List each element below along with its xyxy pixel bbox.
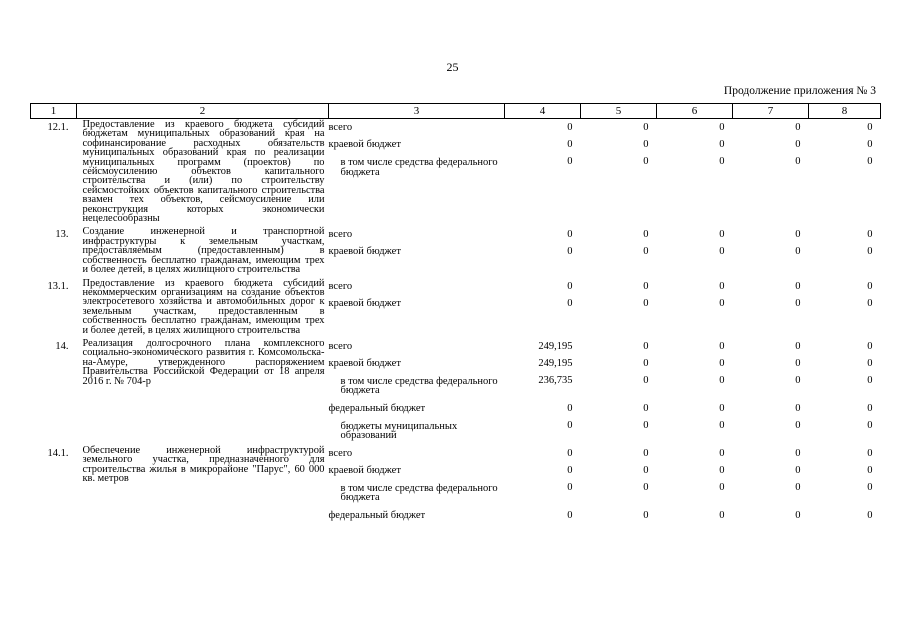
value: 0 xyxy=(643,340,649,352)
row-description: Предоставление из краевого бюджета субсидий некоммерческим организациям на создание объектов электросетевого хозяйства и автомобильных дорог к земельным участкам, предоставленным в собственность бесплатно гражданам, имеющим трех и более детей, в целях жилищного строительства xyxy=(82,277,325,336)
row-number: 12.1. xyxy=(47,122,69,133)
value: 0 xyxy=(643,509,649,521)
value: 0 xyxy=(643,447,649,459)
value-cell xyxy=(809,278,881,338)
value: 0 xyxy=(867,447,873,459)
value: 0 xyxy=(567,139,573,150)
row-description: Создание инженерной и транспортной инфраструктуры к земельным участкам, предоставляемым (предоставленным) в собственность бесплатно гражданам, имеющим трех и более детей, в целях жилищного строительства xyxy=(82,226,325,276)
funding-source-label: в том числе средства федерального бюджета xyxy=(340,157,498,178)
value: 0 xyxy=(867,402,873,414)
column-header: 3 xyxy=(329,104,505,119)
value: 0 xyxy=(719,402,725,414)
funding-source-cell xyxy=(329,226,505,277)
value: 0 xyxy=(567,280,573,292)
value: 0 xyxy=(719,246,725,258)
value: 0 xyxy=(567,297,573,309)
value: 249,195 xyxy=(538,357,573,369)
row-number: 13. xyxy=(55,229,69,241)
value: 0 xyxy=(719,374,725,386)
value-cell xyxy=(657,445,733,524)
row-description: Предоставление из краевого бюджета субсидий бюджетам муниципальных образований края на софинансирование расходных обязательств муниципальных образований края по реализации муниципальных программ (проектов) по сейсмоусилению объектов капитального строительства и (или) по строительству сейсмостойких объектов капитального строительства взамен тех объектов, сейсмоусиление или реконструкция которых экономически нецелесообразны xyxy=(82,119,325,225)
column-header: 2 xyxy=(77,104,329,119)
value: 0 xyxy=(567,122,573,133)
value: 0 xyxy=(643,246,649,258)
value: 0 xyxy=(795,447,801,459)
value: 236,735 xyxy=(538,374,573,386)
table-row xyxy=(31,445,881,524)
value: 0 xyxy=(867,280,873,292)
value-cell xyxy=(581,119,657,227)
value: 0 xyxy=(643,419,649,431)
value-cell xyxy=(505,278,581,338)
value-cell xyxy=(505,338,581,445)
value-cell xyxy=(657,278,733,338)
value: 0 xyxy=(795,122,801,133)
value: 0 xyxy=(719,481,725,493)
funding-source-cell xyxy=(329,445,505,524)
value: 0 xyxy=(567,464,573,476)
value: 0 xyxy=(867,464,873,476)
value: 0 xyxy=(867,340,873,352)
value-cell xyxy=(733,338,809,445)
table-row xyxy=(31,226,881,277)
value: 0 xyxy=(567,246,573,258)
value: 0 xyxy=(719,340,725,352)
value: 0 xyxy=(719,464,725,476)
value-cell xyxy=(733,226,809,277)
funding-source-label: краевой бюджет xyxy=(328,246,401,258)
value: 0 xyxy=(643,481,649,493)
value-cell xyxy=(809,445,881,524)
value: 0 xyxy=(643,374,649,386)
value: 0 xyxy=(567,402,573,414)
column-header: 7 xyxy=(733,104,809,119)
value: 0 xyxy=(795,297,801,309)
column-header: 5 xyxy=(581,104,657,119)
value: 0 xyxy=(643,280,649,292)
value: 0 xyxy=(719,509,725,521)
value: 0 xyxy=(867,229,873,241)
column-header: 1 xyxy=(31,104,77,119)
value-cell xyxy=(581,338,657,445)
funding-source-label: бюджеты муниципальных образований xyxy=(340,420,458,442)
row-number: 14.1. xyxy=(47,447,69,459)
continuation-label: Продолжение приложения № 3 xyxy=(723,85,876,97)
value: 0 xyxy=(719,139,725,150)
value: 0 xyxy=(567,509,573,521)
funding-source-cell xyxy=(329,338,505,445)
value: 0 xyxy=(795,374,801,386)
value-cell xyxy=(809,119,881,227)
value: 0 xyxy=(643,229,649,241)
value-cell xyxy=(657,338,733,445)
value: 0 xyxy=(795,357,801,369)
row-description: Обеспечение инженерной инфраструктурой земельного участка, предназначенного для строительства жилья в микрорайоне "Парус", 60 000 кв. метров xyxy=(82,444,325,485)
value: 0 xyxy=(719,280,725,292)
page-number: 25 xyxy=(446,60,459,74)
column-header: 4 xyxy=(505,104,581,119)
value: 0 xyxy=(719,357,725,369)
value: 0 xyxy=(867,246,873,258)
value-cell xyxy=(733,445,809,524)
value: 0 xyxy=(643,402,649,414)
funding-source-label: краевой бюджет xyxy=(328,464,401,476)
value-cell xyxy=(581,226,657,277)
value: 0 xyxy=(867,122,873,133)
table-row xyxy=(31,338,881,445)
value: 0 xyxy=(643,122,649,133)
value: 0 xyxy=(795,139,801,150)
value: 0 xyxy=(795,481,801,493)
value: 0 xyxy=(719,419,725,431)
value: 0 xyxy=(867,297,873,309)
value: 0 xyxy=(795,229,801,241)
value-cell xyxy=(581,445,657,524)
value-cell xyxy=(809,338,881,445)
value: 0 xyxy=(719,447,725,459)
value-cell xyxy=(733,278,809,338)
value: 0 xyxy=(567,481,573,493)
value: 0 xyxy=(795,464,801,476)
row-number: 14. xyxy=(55,340,69,352)
value: 249,195 xyxy=(538,340,573,352)
value-cell xyxy=(809,226,881,277)
value: 0 xyxy=(567,229,573,241)
value-cell xyxy=(505,119,581,227)
funding-source-label: всего xyxy=(328,280,353,292)
value: 0 xyxy=(719,229,725,241)
funding-source-label: краевой бюджет xyxy=(328,139,401,150)
value: 0 xyxy=(795,156,801,167)
row-number: 13.1. xyxy=(47,280,69,292)
column-header: 6 xyxy=(657,104,733,119)
row-description: Реализация долгосрочного плана комплексного социально-экономического развития г. Комсомольска-на-Амуре, утвержденного распоряжением Правительства Российской Федерации от 18 апреля 2016 г. № 704-р xyxy=(82,337,325,387)
value-cell xyxy=(505,226,581,277)
funding-source-label: в том числе средства федерального бюджета xyxy=(340,482,498,504)
funding-source-label: федеральный бюджет xyxy=(328,402,426,414)
value-cell xyxy=(657,226,733,277)
value: 0 xyxy=(867,139,873,150)
value-cell xyxy=(581,278,657,338)
value: 0 xyxy=(867,357,873,369)
value: 0 xyxy=(719,122,725,133)
value: 0 xyxy=(867,374,873,386)
value: 0 xyxy=(567,419,573,431)
value: 0 xyxy=(719,297,725,309)
value: 0 xyxy=(795,246,801,258)
value: 0 xyxy=(795,402,801,414)
value: 0 xyxy=(867,419,873,431)
value: 0 xyxy=(795,340,801,352)
value: 0 xyxy=(643,297,649,309)
value: 0 xyxy=(643,156,649,167)
value-cell xyxy=(733,119,809,227)
value: 0 xyxy=(795,280,801,292)
table-row xyxy=(31,119,881,227)
funding-source-cell xyxy=(329,278,505,338)
funding-source-label: всего xyxy=(328,340,353,352)
value: 0 xyxy=(643,139,649,150)
value: 0 xyxy=(867,509,873,521)
value: 0 xyxy=(567,447,573,459)
funding-source-label: федеральный бюджет xyxy=(328,509,426,521)
funding-source-label: всего xyxy=(328,447,353,459)
budget-table xyxy=(30,103,881,524)
value: 0 xyxy=(795,509,801,521)
value: 0 xyxy=(867,156,873,167)
funding-source-label: краевой бюджет xyxy=(328,357,401,369)
funding-source-label: в том числе средства федерального бюджета xyxy=(340,375,498,397)
value: 0 xyxy=(643,464,649,476)
value-cell xyxy=(505,445,581,524)
funding-source-label: всего xyxy=(328,229,353,241)
value: 0 xyxy=(643,357,649,369)
header-row xyxy=(31,104,881,119)
value: 0 xyxy=(719,156,725,167)
table-row xyxy=(31,278,881,338)
funding-source-label: всего xyxy=(328,122,353,133)
value: 0 xyxy=(567,156,573,167)
funding-source-cell xyxy=(329,119,505,227)
funding-source-label: краевой бюджет xyxy=(328,297,401,309)
column-header: 8 xyxy=(809,104,881,119)
value-cell xyxy=(657,119,733,227)
value: 0 xyxy=(867,481,873,493)
value: 0 xyxy=(795,419,801,431)
